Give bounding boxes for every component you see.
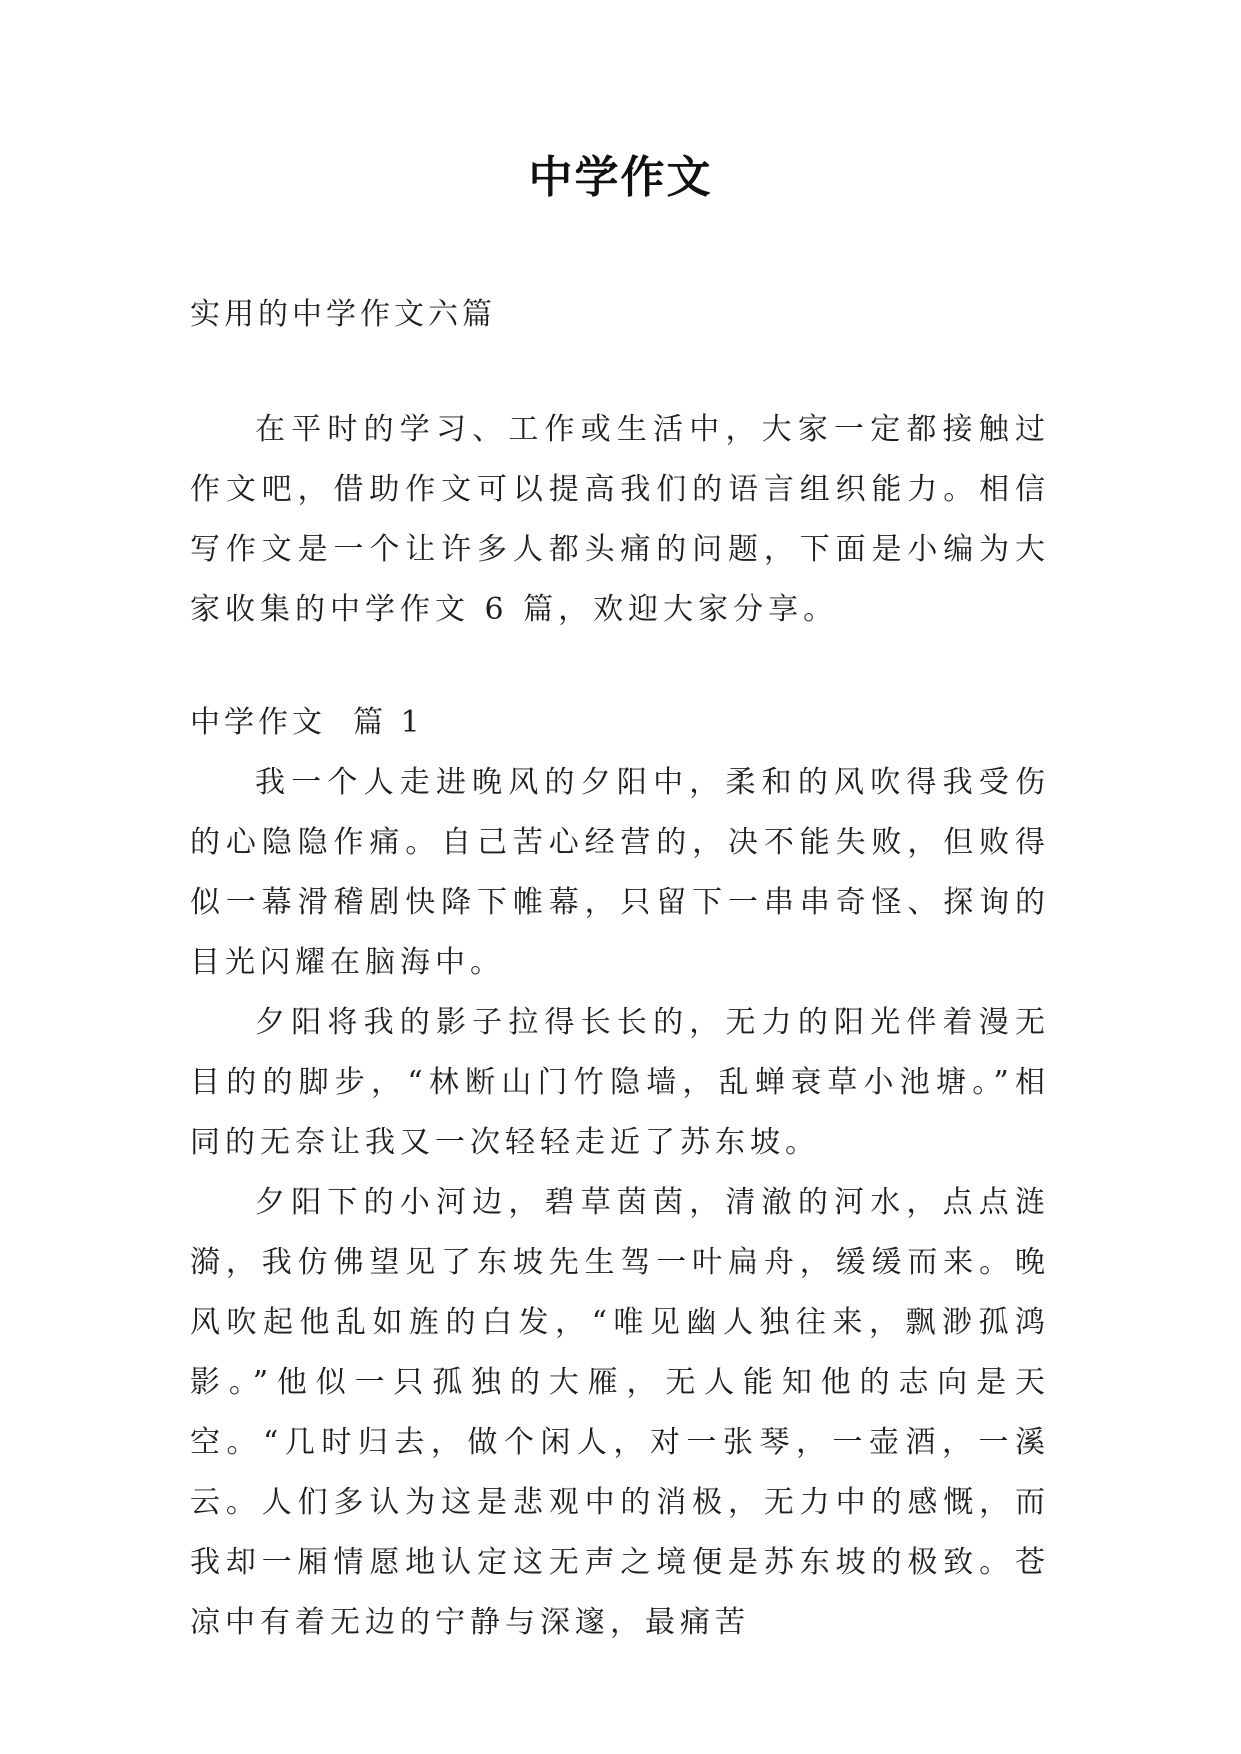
document-subtitle: 实用的中学作文六篇 <box>190 297 496 332</box>
section-heading: 中学作文 篇 1 <box>190 705 424 740</box>
intro-paragraph: 在平时的学习、工作或生活中，大家一定都接触过作文吧，借助作文可以提高我们的语言组织能力。相信写作文是一个让许多人都头痛的问题，下面是小编为大家收集的中学作文 6 篇，欢迎大家分享。 <box>190 412 1050 627</box>
intro-section <box>190 400 1050 640</box>
body-paragraph-3: 夕阳下的小河边，碧草茵茵，清澈的河水，点点涟漪，我仿佛望见了东坡先生驾一叶扁舟，缓缓而来。晚风吹起他乱如旌的白发，“唯见幽人独往来，飘渺孤鸿影。”他似一只孤独的大雁，无人能知他的志向是天空。“几时归去，做个闲人，对一张琴，一壶酒，一溪云。人们多认为这是悲观中的消极，无力中的感慨，而我却一厢情愿地认定这无声之境便是苏东坡的极致。苍凉中有着无边的宁静与深邃，最痛苦 <box>190 1185 1050 1640</box>
body-paragraph-1: 我一个人走进晚风的夕阳中，柔和的风吹得我受伤的心隐隐作痛。自己苦心经营的，决不能失败，但败得似一幕滑稽剧快降下帷幕，只留下一串串奇怪、探询的目光闪耀在脑海中。 <box>190 765 1050 980</box>
document-title: 中学作文 <box>528 152 713 203</box>
body-paragraph-2: 夕阳将我的影子拉得长长的，无力的阳光伴着漫无目的的脚步，“林断山门竹隐墙，乱蝉衰草小池塘。”相同的无奈让我又一次轻轻走近了苏东坡。 <box>190 1005 1050 1160</box>
section-body <box>190 753 1050 1653</box>
